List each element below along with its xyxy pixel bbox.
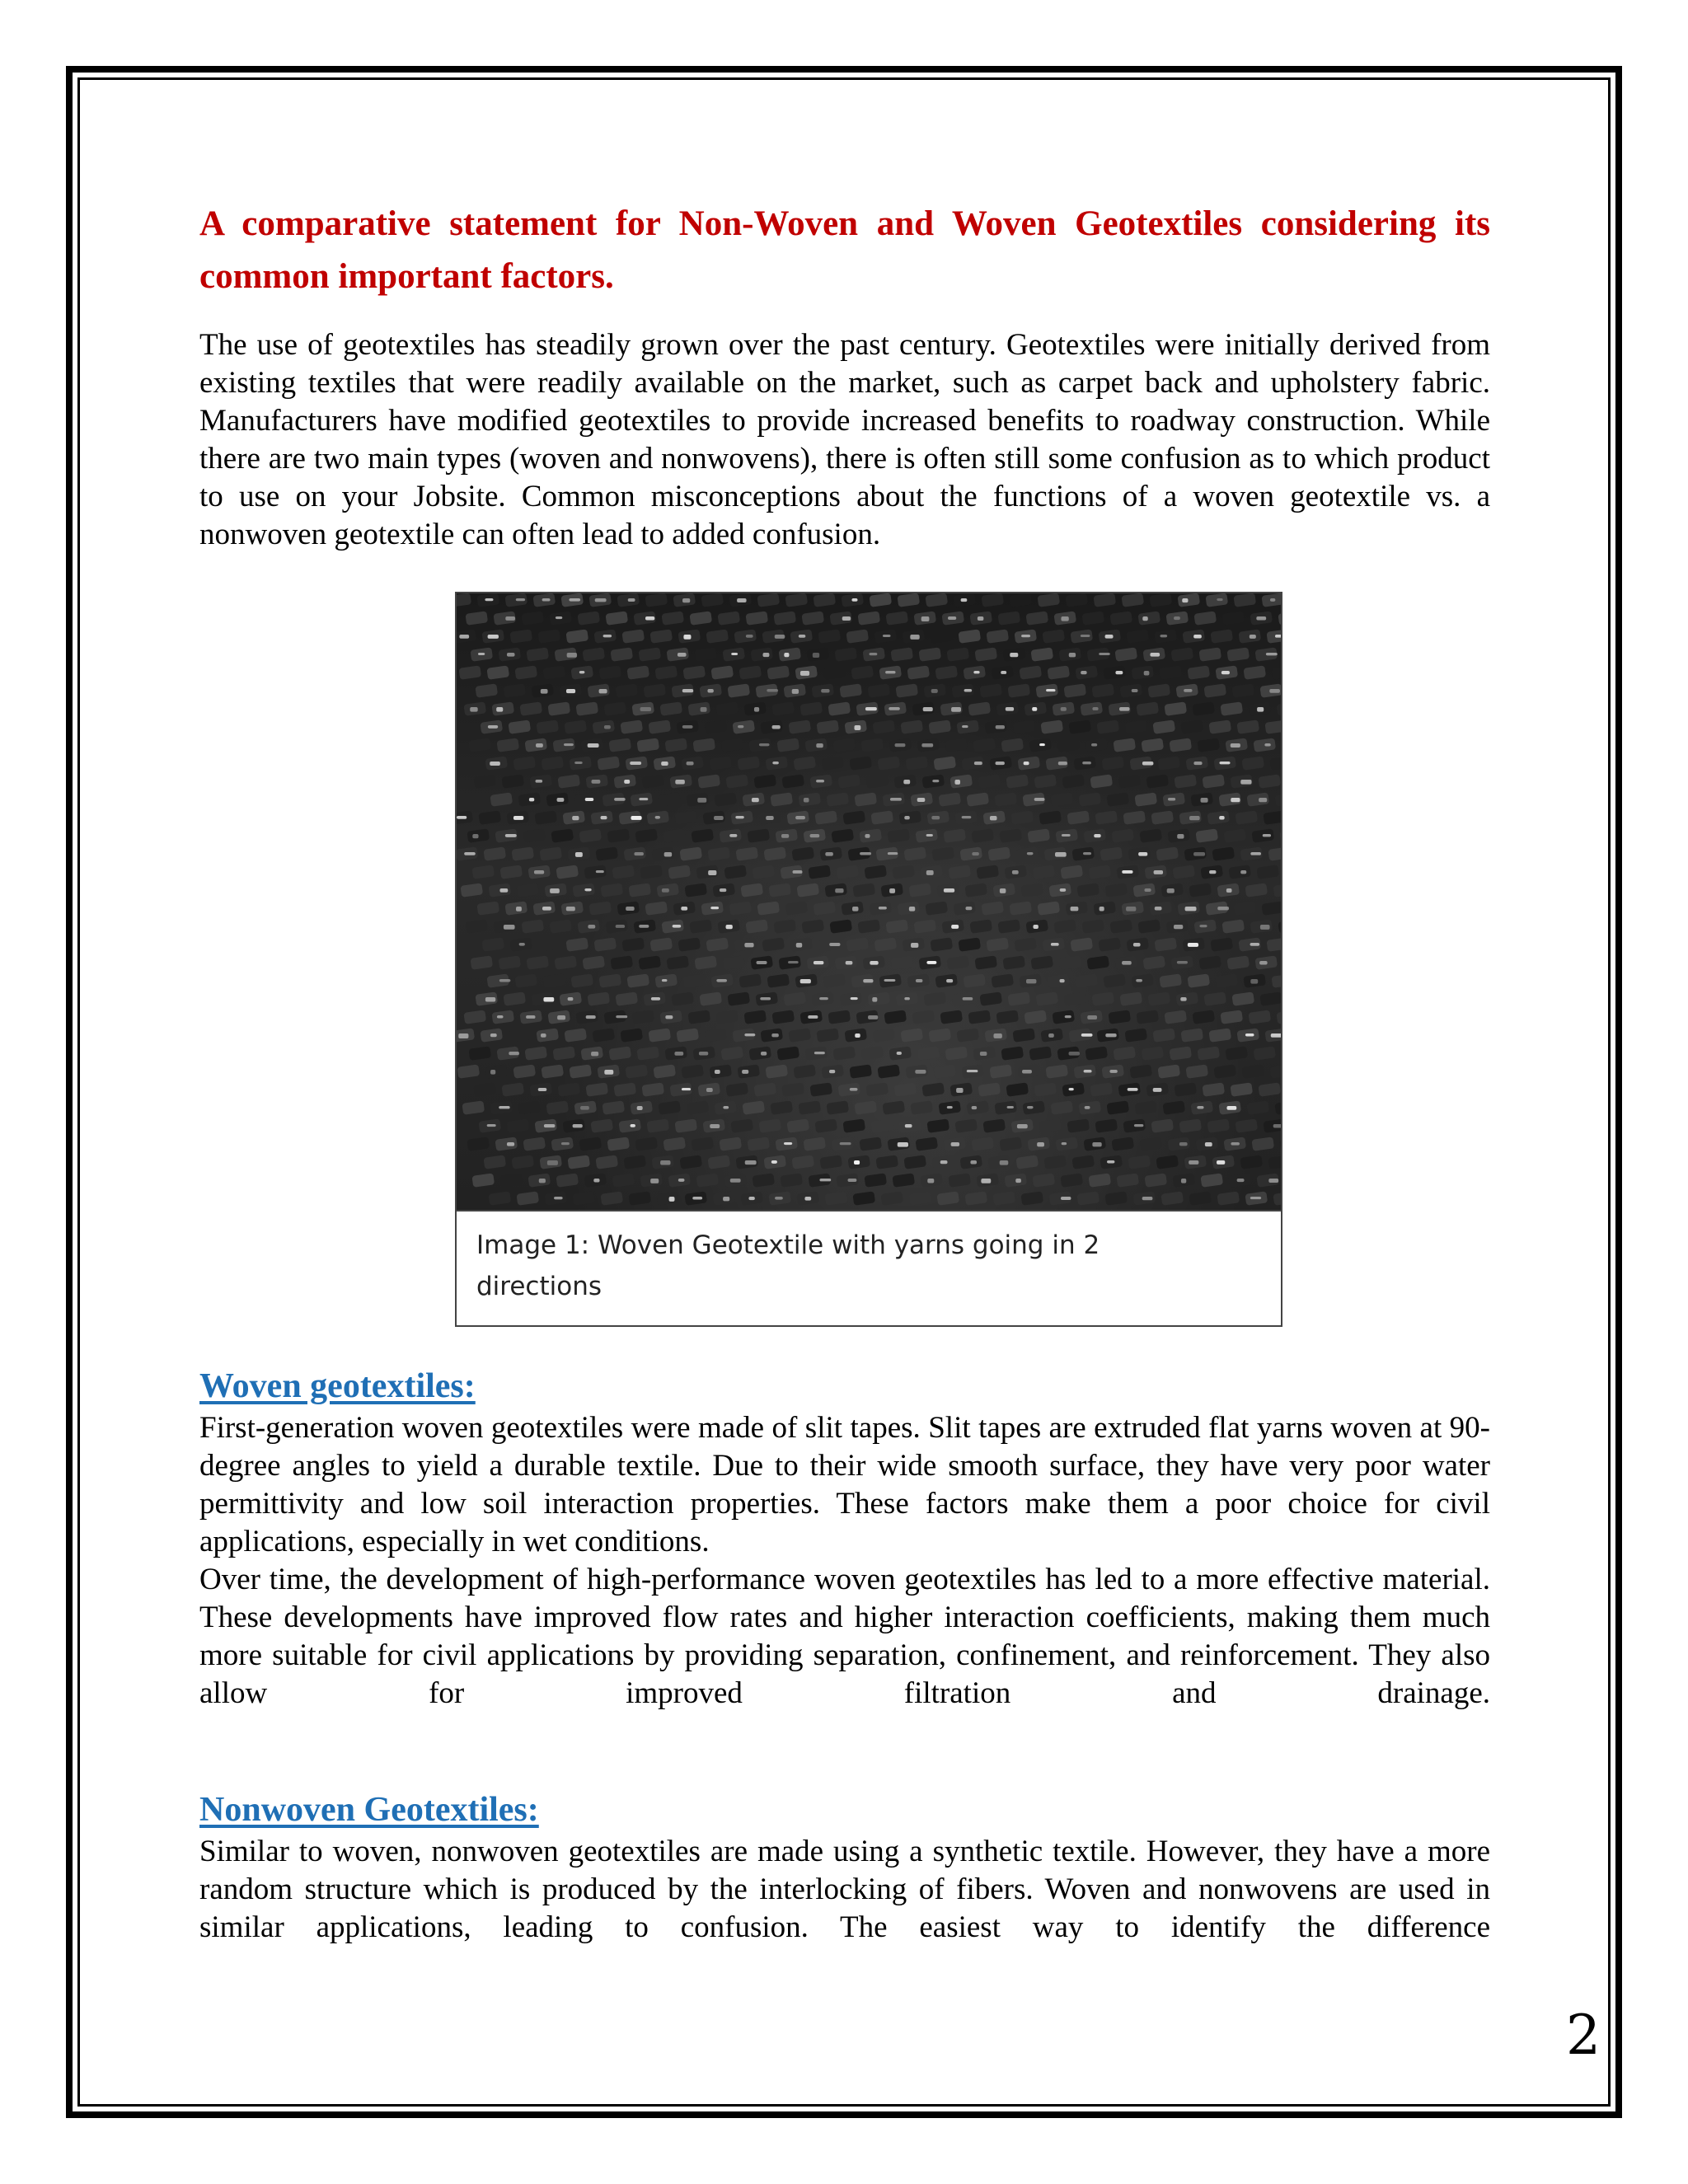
caption-line-2: directions [476,1272,603,1301]
nonwoven-heading: Nonwoven Geotextiles: [199,1791,539,1829]
page-number: 2 [1566,2004,1601,2067]
document-content [199,198,1490,554]
page-title: A comparative statement for Non-Woven and Woven Geotextiles considering its common important factors. [199,204,1490,296]
woven-section [199,1409,1490,1713]
figure-woven-geotextile [455,592,1282,1327]
nonwoven-paragraph-1: Similar to woven, nonwoven geotextiles are made using a synthetic textile. However, they have a more random structure which is produced by the interlocking of fibers. Woven and nonwovens are used in similar applications, leading to confusion. The easiest way to identify the difference [199,1835,1490,1944]
woven-heading: Woven geotextiles: [199,1367,476,1405]
caption-line-1: Image 1: Woven Geotextile with yarns going in 2 [476,1230,1100,1260]
woven-texture-image [457,593,1281,1210]
woven-geotextile-photo [457,593,1281,1210]
intro-paragraph: The use of geotextiles has steadily grown over the past century. Geotextiles were initially derived from existing textiles that were readily available on the market, such as carpet back and upholstery fabric. Manufacturers have modified geotextiles to provide increased benefits to roadway construction. While there are two main types (woven and nonwovens), there is often still some confusion as to which product to use on your Jobsite. Common misconceptions about the functions of a woven geotextile vs. a nonwoven geotextile can often lead to added confusion. [199,328,1490,551]
figure-caption [457,1210,1281,1325]
nonwoven-section [199,1833,1490,1947]
woven-paragraph-1: First-generation woven geotextiles were made of slit tapes. Slit tapes are extruded flat yarns woven at 90-degree angles to yield a durable textile. Due to their wide smooth surface, they have very poor water permittivity and low soil interaction properties. These factors make them a poor choice for civil applications, especially in wet conditions. [199,1411,1490,1558]
woven-paragraph-2: Over time, the development of high-performance woven geotextiles has led to a more effective material. These developments have improved flow rates and higher interaction coefficients, making them much more suitable for civil applications by providing separation, confinement, and reinforcement. They also allow for improved filtration and drainage. [199,1563,1490,1710]
